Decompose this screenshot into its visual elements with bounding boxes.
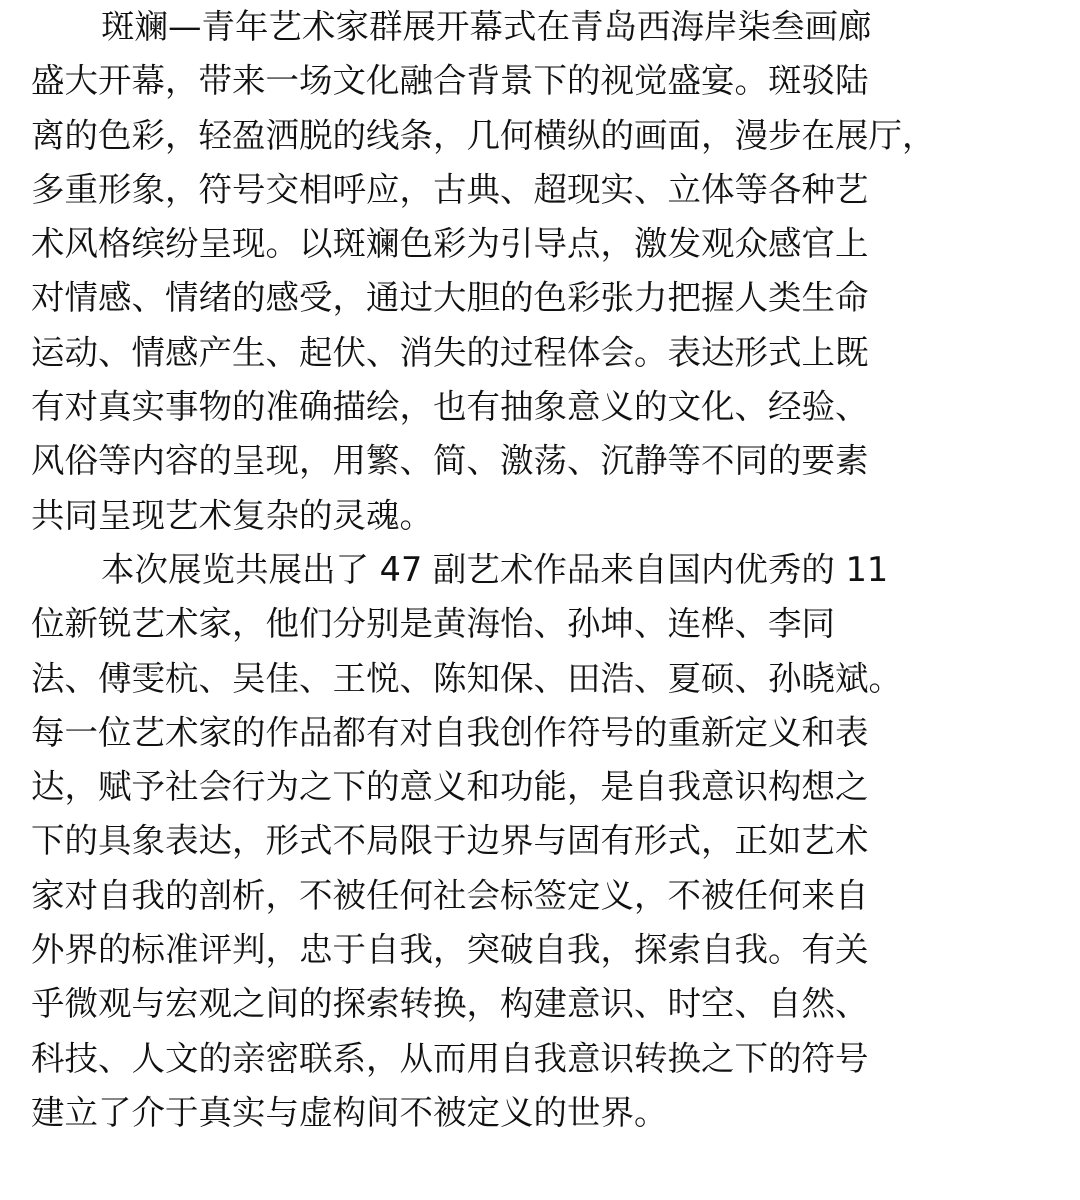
text-line: 术风格缤纷呈现。以斑斓色彩为引导点，激发观众感官上 [31, 224, 869, 264]
text-line: 建立了介于真实与虚构间不被定义的世界。 [31, 1092, 668, 1132]
paragraph-artists [31, 543, 1071, 1140]
text-line: 外界的标准评判，忠于自我，突破自我，探索自我。有关 [31, 930, 869, 970]
text-line: 运动、情感产生、起伏、消失的过程体会。表达形式上既 [31, 332, 869, 372]
text-line: 有对真实事物的准确描绘，也有抽象意义的文化、经验、 [31, 387, 869, 427]
text-line: 科技、人文的亲密联系，从而用自我意识转换之下的符号 [31, 1038, 869, 1078]
text-line: 盛大开幕，带来一场文化融合背景下的视觉盛宴。斑驳陆 [31, 61, 869, 101]
article-body [31, 0, 1071, 1140]
text-line: 每一位艺术家的作品都有对自我创作符号的重新定义和表 [31, 712, 869, 752]
text-line: 位新锐艺术家，他们分别是黄海怡、孙坤、连桦、李同 [31, 604, 835, 644]
text-line: 对情感、情绪的感受，通过大胆的色彩张力把握人类生命 [31, 278, 869, 318]
text-line: 共同呈现艺术复杂的灵魂。 [31, 495, 433, 535]
text-line: 离的色彩，轻盈洒脱的线条，几何横纵的画面，漫步在展厅， [31, 115, 936, 155]
text-line: 家对自我的剖析，不被任何社会标签定义，不被任何来自 [31, 875, 869, 915]
text-line: 下的具象表达，形式不局限于边界与固有形式，正如艺术 [31, 821, 869, 861]
text-line: 法、傅雯杭、吴佳、王悦、陈知保、田浩、夏硕、孙晓斌。 [31, 658, 902, 698]
text-line: 风俗等内容的呈现，用繁、简、激荡、沉静等不同的要素 [31, 441, 869, 481]
text-line: 斑斓—青年艺术家群展开幕式在青岛西海岸柒叁画廊 [101, 7, 872, 46]
text-line: 本次展览共展出了 47 副艺术作品来自国内优秀的 11 [101, 549, 889, 589]
text-line: 乎微观与宏观之间的探索转换，构建意识、时空、自然、 [31, 984, 869, 1024]
text-line: 达，赋予社会行为之下的意义和功能，是自我意识构想之 [31, 767, 869, 807]
text-line: 多重形象，符号交相呼应，古典、超现实、立体等各种艺 [31, 169, 869, 209]
paragraph-exhibition-intro [31, 0, 1071, 543]
